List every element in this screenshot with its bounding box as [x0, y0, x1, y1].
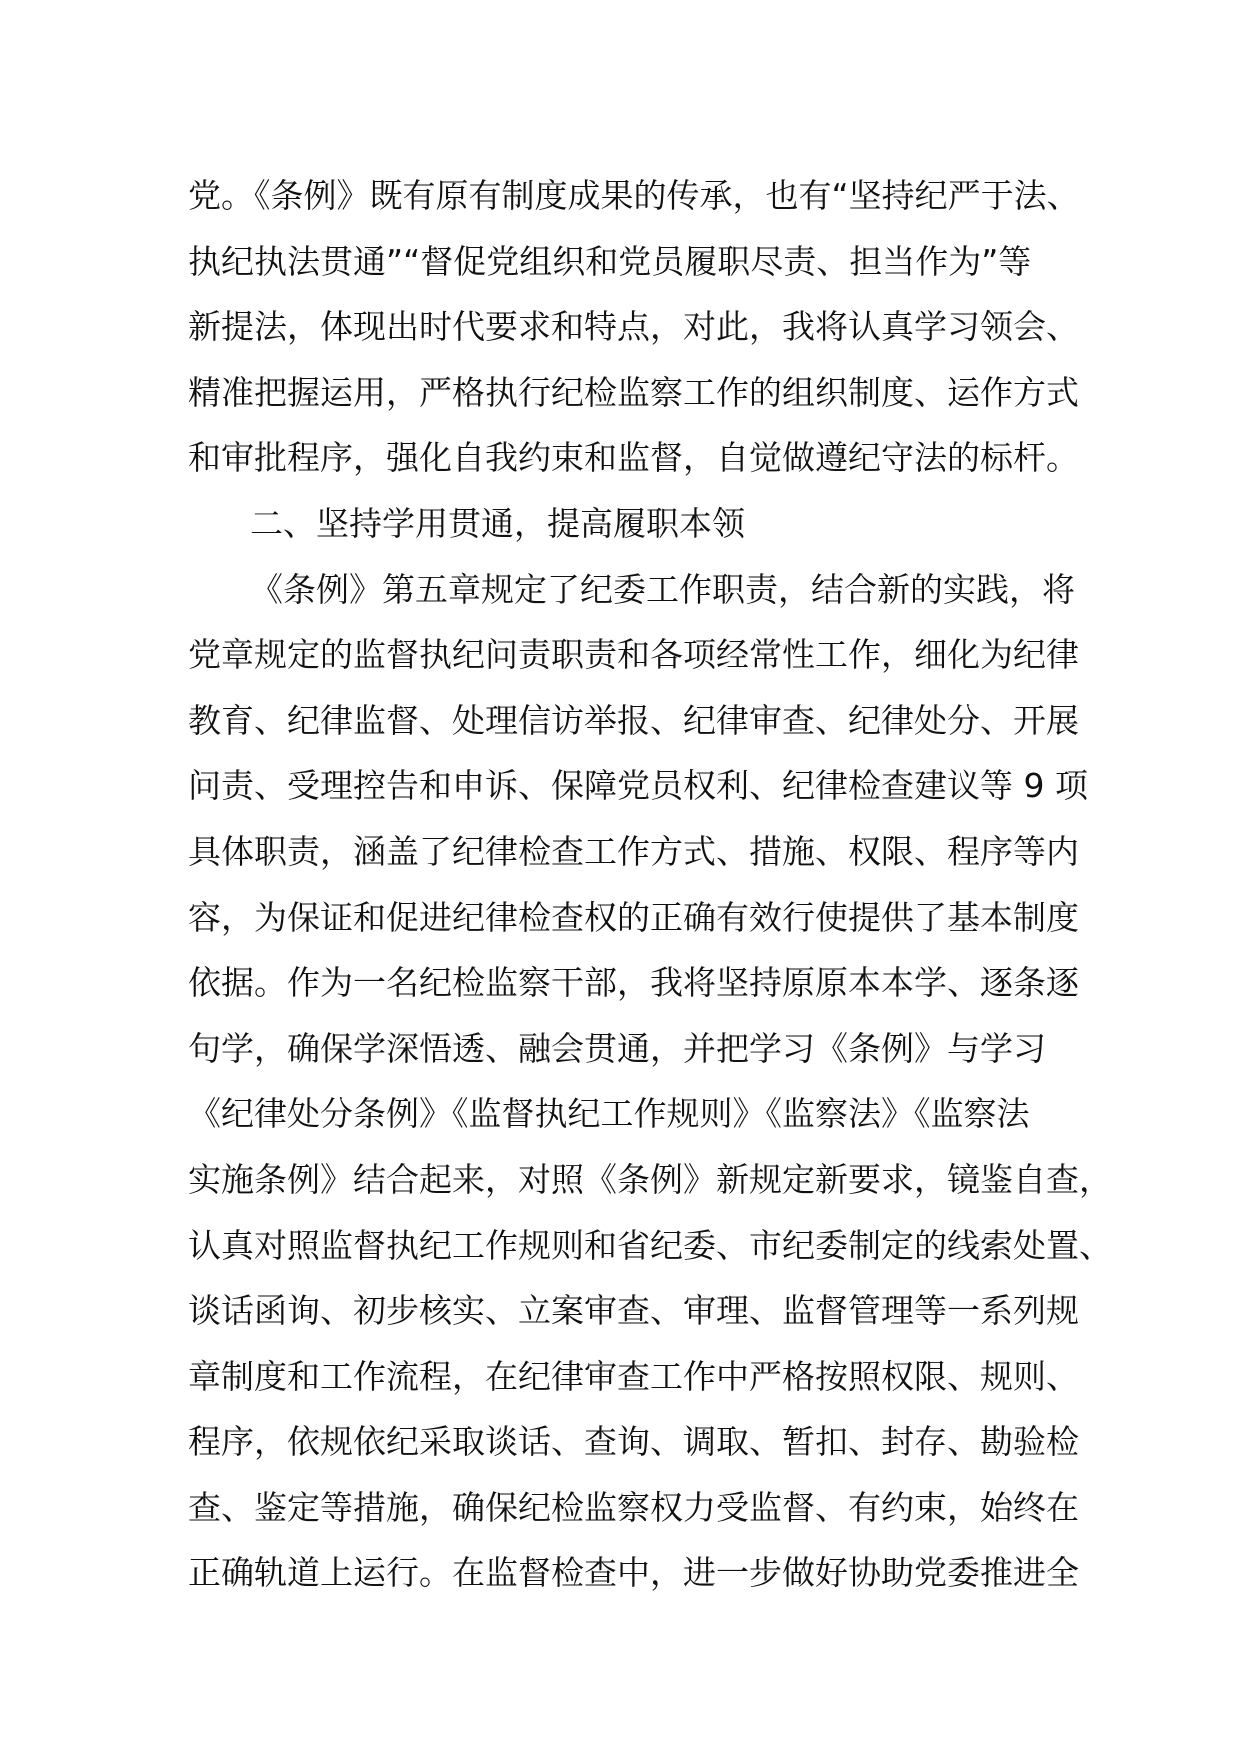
text-line: 容，为保证和促进纪律检查权的正确有效行使提供了基本制度 [188, 897, 1079, 937]
text-line: 谈话函询、初步核实、立案审查、审理、监督管理等一系列规 [188, 1291, 1079, 1331]
text-line: 党。《条例》既有原有制度成果的传承，也有“坚持纪严于法、 [188, 176, 1080, 215]
text-line: 教育、纪律监督、处理信访举报、纪律审查、纪律处分、开展 [188, 700, 1079, 740]
text-line: 党章规定的监督执纪问责职责和各项经常性工作，细化为纪律 [188, 635, 1079, 675]
text-line: 依据。作为一名纪检监察干部，我将坚持原原本本学、逐条逐 [188, 963, 1079, 1003]
text-line: 具体职责，涵盖了纪律检查工作方式、措施、权限、程序等内 [188, 831, 1079, 871]
text-line: 认真对照监督执纪工作规则和省纪委、市纪委制定的线索处置、 [188, 1225, 1112, 1265]
text-line: 问责、受理控告和申诉、保障党员权利、纪律检查建议等 9 项 [188, 766, 1088, 806]
text-line: 新提法，体现出时代要求和特点，对此，我将认真学习领会、 [188, 307, 1079, 347]
text-line: 查、鉴定等措施，确保纪检监察权力受监督、有约束，始终在 [188, 1487, 1079, 1527]
text-line: 句学，确保学深悟透、融会贯通，并把学习《条例》与学习 [188, 1028, 1046, 1068]
text-line: 《纪律处分条例》《监督执纪工作规则》《监察法》《监察法 [188, 1094, 1030, 1134]
body-text [188, 163, 1112, 1606]
text-line: 执纪执法贯通”“督促党组织和党员履职尽责、担当作为”等 [188, 241, 1032, 281]
text-line: 和审批程序，强化自我约束和监督，自觉做遵纪守法的标杆。 [188, 438, 1079, 478]
text-line: 章制度和工作流程，在纪律审查工作中严格按照权限、规则、 [188, 1356, 1079, 1396]
text-line: 程序，依规依纪采取谈话、查询、调取、暂扣、封存、勘验检 [188, 1422, 1079, 1462]
text-line: 精准把握运用，严格执行纪检监察工作的组织制度、运作方式 [188, 372, 1079, 412]
text-line: 正确轨道上运行。在监督检查中，进一步做好协助党委推进全 [188, 1553, 1079, 1593]
paragraph-first-line: 《条例》第五章规定了纪委工作职责，结合新的实践，将 [250, 569, 1075, 609]
text-line: 实施条例》结合起来，对照《条例》新规定新要求，镜鉴自查， [188, 1159, 1112, 1199]
section-heading: 二、坚持学用贯通，提高履职本领 [250, 503, 745, 543]
